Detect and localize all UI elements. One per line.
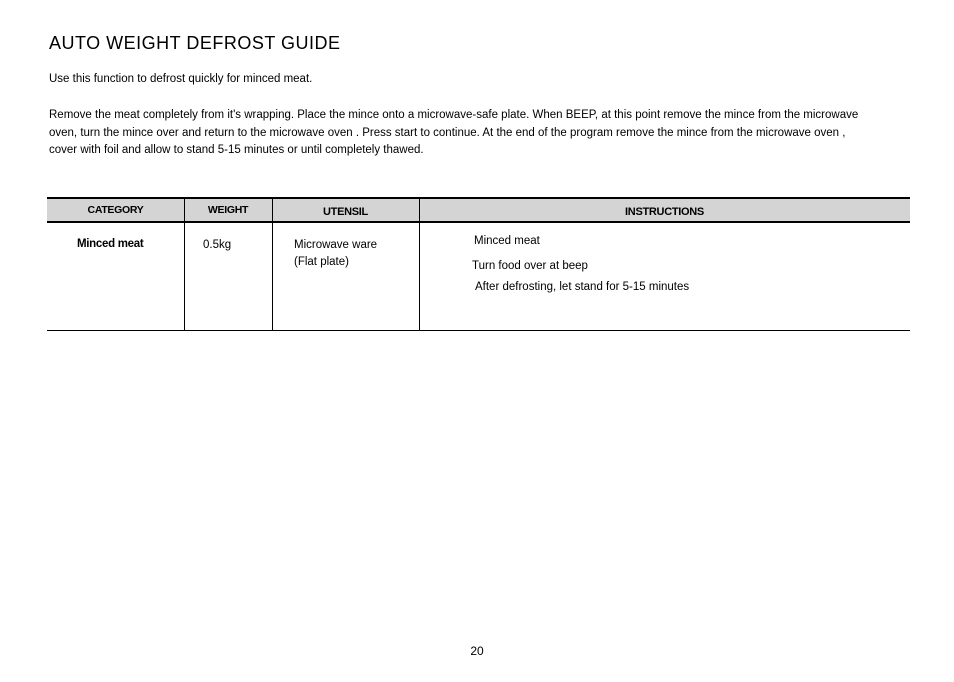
cell-instruction-line: After defrosting, let stand for 5-15 minutes — [475, 281, 690, 293]
page-number: 20 — [470, 644, 484, 658]
header-instructions: INSTRUCTIONS — [625, 206, 704, 218]
paragraph-line: oven, turn the mince over and return to the microwave oven . Press start to continue. At the end of the program remove the mince from the microwave oven , — [49, 126, 846, 139]
cell-utensil-line: Microwave ware — [294, 239, 378, 251]
column-divider — [272, 197, 273, 331]
table-bottom-border — [47, 330, 910, 331]
header-utensil: UTENSIL — [323, 206, 368, 218]
paragraph-line: Remove the meat completely from it's wrapping. Place the mince onto a microwave-safe plate. When BEEP, at this point remove the mince from the microwave — [49, 109, 859, 121]
table-header-row — [47, 197, 910, 223]
cell-instruction-line: Minced meat — [474, 235, 540, 247]
cell-category: Minced meat — [77, 238, 144, 250]
column-divider — [419, 197, 420, 331]
page-title: AUTO WEIGHT DEFROST GUIDE — [49, 33, 341, 53]
defrost-guide-table — [47, 197, 910, 331]
header-category: CATEGORY — [87, 204, 144, 216]
header-weight: WEIGHT — [207, 204, 249, 216]
paragraph-line: cover with foil and allow to stand 5-15 minutes or until completely thawed. — [49, 144, 424, 156]
column-divider — [184, 197, 185, 331]
instructions-paragraph — [49, 107, 909, 160]
cell-weight: 0.5kg — [203, 239, 232, 251]
cell-utensil-line: (Flat plate) — [294, 256, 349, 268]
intro-text: Use this function to defrost quickly for minced meat. — [49, 73, 313, 85]
cell-instruction-line: Turn food over at beep — [472, 260, 588, 272]
